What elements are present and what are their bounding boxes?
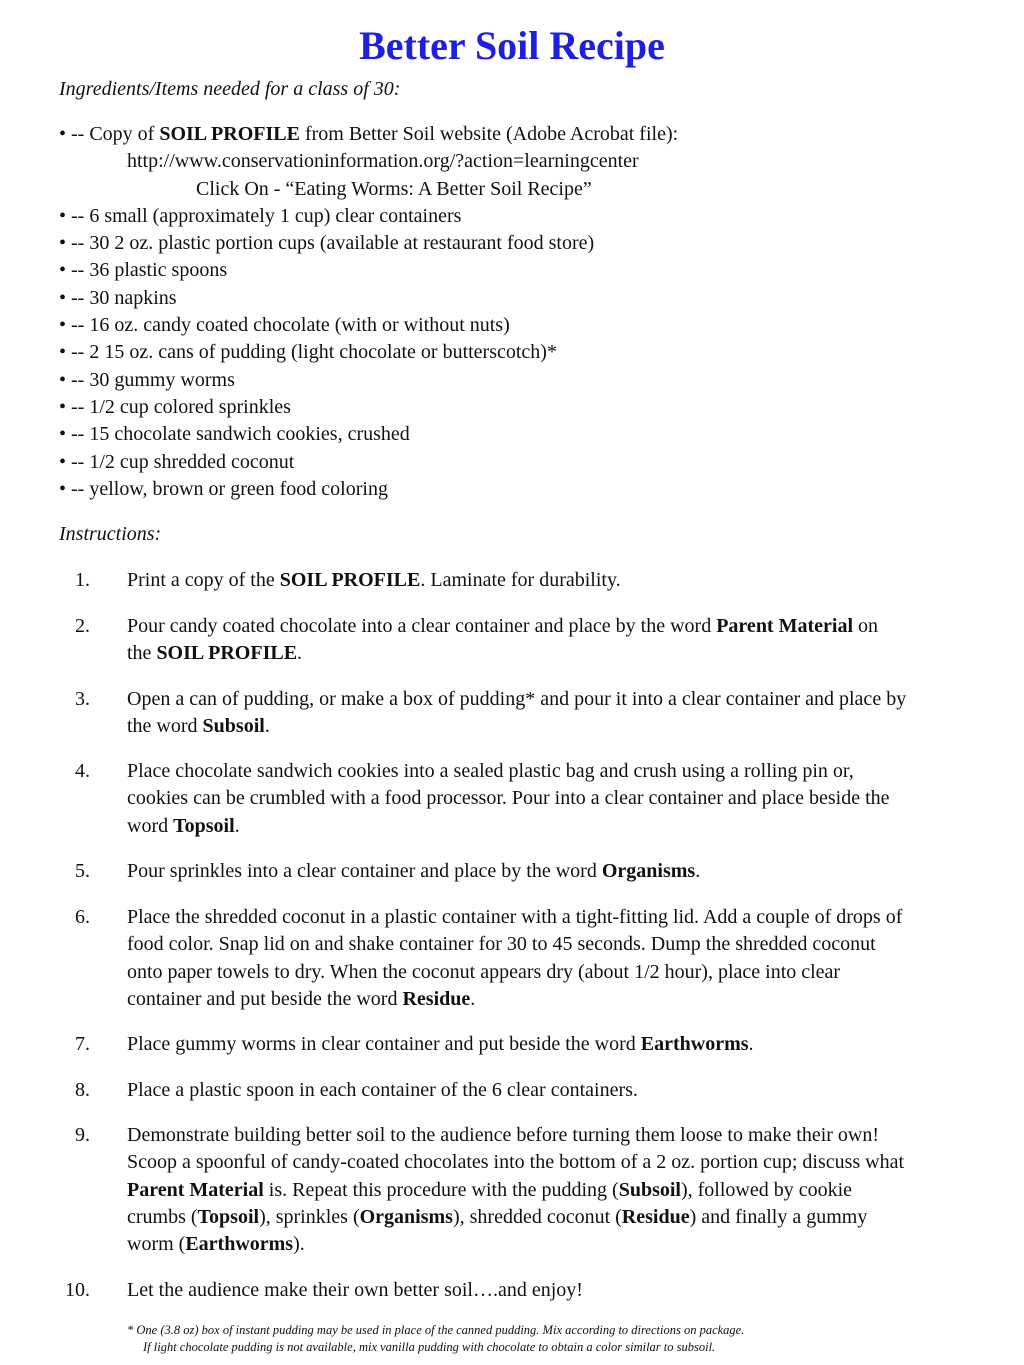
step-number: 10.	[65, 1279, 90, 1301]
step-number: 7.	[75, 1033, 90, 1055]
step-text-run: Print a copy of the	[127, 569, 280, 591]
step-bold-term: Residue	[402, 987, 471, 1010]
ingredient-item: • -- 30 gummy worms	[59, 368, 235, 391]
website-link[interactable]: http://www.conservationinformation.org/?action=learningcenter	[127, 150, 639, 173]
ingredient-suffix: from Better Soil website (Adobe Acrobat file):	[299, 123, 679, 145]
step-text	[127, 567, 907, 594]
step-bold-term: SOIL PROFILE	[279, 569, 421, 591]
step-text	[127, 1031, 907, 1058]
step-text	[127, 1077, 907, 1104]
step-text-run: .	[234, 814, 240, 837]
step-text	[127, 1277, 907, 1304]
footnote-line: If light chocolate pudding is not available, mix vanilla pudding with chocolate to obtain a color similar to subsoil.	[143, 1340, 716, 1354]
step-text-run: . Laminate for durability.	[420, 569, 621, 591]
step-bold-term: SOIL PROFILE	[156, 642, 298, 665]
ingredient-soil-profile	[59, 121, 678, 148]
step-text-run: ), sprinkles (	[259, 1205, 360, 1228]
step-text-run: Pour sprinkles into a clear container and place by the word	[127, 860, 602, 882]
step-text	[127, 904, 907, 1013]
step-text-run: ), followed by cookie crumbs (	[127, 1178, 853, 1228]
ingredient-prefix: • -- Copy of	[59, 123, 160, 145]
step-bold-term: Subsoil	[202, 715, 265, 738]
step-number: 3.	[75, 688, 90, 710]
ingredient-item: • -- 36 plastic spoons	[59, 259, 228, 282]
step-text-run: Place gummy worms in clear container and put beside the word	[127, 1033, 641, 1055]
step-text-run: is. Repeat this procedure with the pudding (	[263, 1178, 619, 1201]
ingredient-item: • -- 16 oz. candy coated chocolate (with or without nuts)	[59, 314, 510, 337]
step-number: 6.	[75, 906, 90, 928]
step-bold-term: Parent Material	[716, 615, 853, 637]
step-bold-term: Organisms	[359, 1205, 453, 1228]
step-text-run: ) and finally a gummy worm (	[127, 1205, 868, 1256]
step-text-run: Demonstrate building better soil to the audience before turning them loose to make their own! Scoop a spoonful of candy-coated chocolates into the bottom of a 2 oz. portion cup; discuss what	[127, 1124, 905, 1174]
step-text	[127, 858, 907, 885]
step-number: 4.	[75, 760, 90, 782]
ingredient-item: • -- 30 2 oz. plastic portion cups (available at restaurant food store)	[59, 232, 595, 255]
step-text-run: ), shredded coconut (	[452, 1205, 622, 1228]
step-bold-term: Earthworms	[185, 1233, 294, 1256]
soil-profile-bold: SOIL PROFILE	[159, 123, 300, 145]
step-bold-term: Subsoil	[618, 1178, 681, 1201]
step-text	[127, 1122, 907, 1258]
step-number: 8.	[75, 1079, 90, 1101]
instructions-heading: Instructions:	[59, 523, 162, 545]
step-text	[127, 758, 907, 840]
step-text-run: Pour candy coated chocolate into a clear container and place by the word	[127, 615, 717, 637]
step-text-run: Place a plastic spoon in each container of the 6 clear containers.	[127, 1079, 638, 1101]
ingredient-item: • -- 1/2 cup shredded coconut	[59, 450, 295, 473]
step-text-run: .	[695, 860, 701, 882]
step-bold-term: Topsoil	[173, 814, 235, 837]
footnote-line: * One (3.8 oz) box of instant pudding may be used in place of the canned pudding. Mix according to directions on package.	[127, 1323, 745, 1337]
ingredient-item: • -- 6 small (approximately 1 cup) clear containers	[59, 204, 462, 227]
step-bold-term: Residue	[621, 1205, 690, 1228]
step-bold-term: Parent Material	[127, 1178, 264, 1201]
ingredients-heading: Ingredients/Items needed for a class of 30:	[59, 78, 401, 100]
ingredient-item: • -- yellow, brown or green food coloring	[59, 477, 388, 500]
step-number: 2.	[75, 615, 90, 637]
step-text-run: .	[470, 987, 476, 1010]
step-text-run: .	[264, 715, 270, 738]
ingredient-item: • -- 15 chocolate sandwich cookies, crushed	[59, 423, 410, 446]
step-text-run: Place chocolate sandwich cookies into a sealed plastic bag and crush using a rolling pin or, cookies can be crumbled with a food processor. Pour into a clear container and place beside the word	[127, 760, 890, 837]
step-text	[127, 613, 907, 668]
step-text-run: Place the shredded coconut in a plastic container with a tight-fitting lid. Add a couple of drops of food color. Snap lid on and shake container for 30 to 45 seconds. Dump the shredded coconut onto paper towels to dry. When the coconut appears dry (about 1/2 hour), place into clear container and put beside the word	[127, 906, 903, 1010]
step-number: 1.	[75, 569, 90, 591]
step-number: 9.	[75, 1124, 90, 1146]
step-bold-term: Earthworms	[640, 1033, 749, 1055]
click-on-instruction: Click On - “Eating Worms: A Better Soil Recipe”	[196, 177, 592, 200]
step-number: 5.	[75, 860, 90, 882]
ingredient-item: • -- 30 napkins	[59, 286, 177, 309]
step-text-run: .	[748, 1033, 754, 1055]
footnote	[127, 1322, 907, 1356]
step-text-run: ).	[293, 1233, 305, 1256]
ingredient-item: • -- 2 15 oz. cans of pudding (light chocolate or butterscotch)*	[59, 341, 557, 364]
ingredient-item: • -- 1/2 cup colored sprinkles	[59, 395, 291, 418]
step-bold-term: Topsoil	[197, 1205, 260, 1228]
step-bold-term: Organisms	[601, 860, 696, 882]
step-text-run: on the	[127, 615, 878, 665]
page-title: Better Soil Recipe	[359, 23, 665, 68]
step-text-run: Let the audience make their own better soil….and enjoy!	[127, 1279, 583, 1301]
ingredients-list	[59, 121, 678, 503]
step-text-run: Open a can of pudding, or make a box of pudding* and pour it into a clear container and place by the word	[127, 688, 907, 738]
step-text	[127, 686, 907, 741]
step-text-run: .	[297, 642, 303, 665]
